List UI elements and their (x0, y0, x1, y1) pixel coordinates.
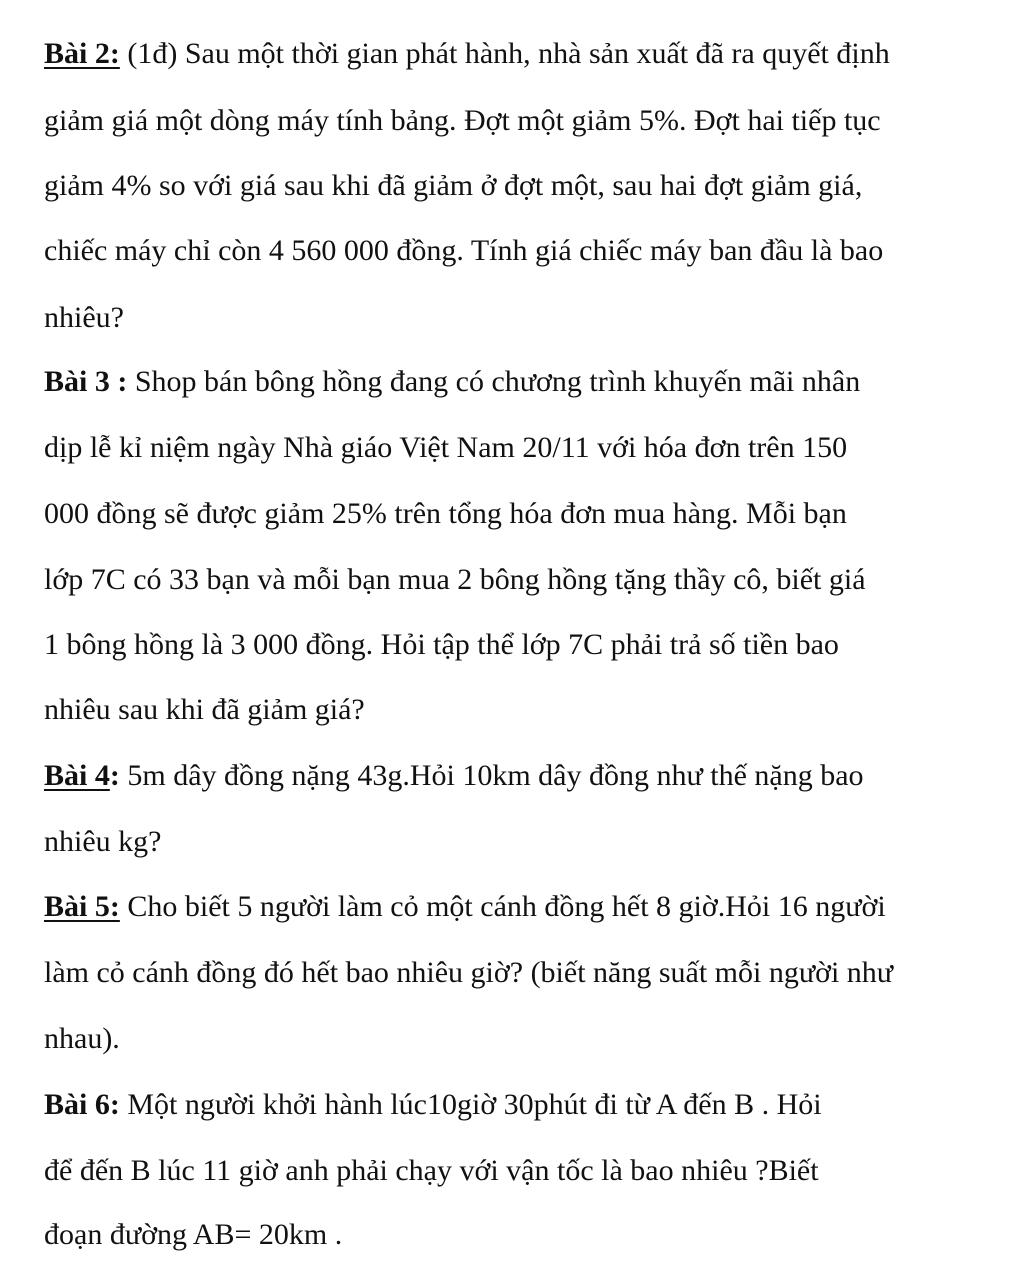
problem-3-line-1 (44, 362, 860, 402)
problem-4-line-2: nhiêu kg? (44, 825, 162, 858)
problem-2-line-4: chiếc máy chỉ còn 4 560 000 đồng. Tính giá chiếc máy ban đầu là bao (44, 234, 884, 267)
problem-4-line-1 (44, 756, 864, 796)
problem-2-line-3: giảm 4% so với giá sau khi đã giảm ở đợt một, sau hai đợt giảm giá, (44, 169, 863, 202)
problem-5-label: Bài 5: (44, 890, 120, 923)
problem-2-line-1 (44, 34, 890, 74)
problem-2-line-5: nhiêu? (44, 301, 124, 334)
problem-6-text: Một người khởi hành lúc10giờ 30phút đi từ A đến B . Hỏi (119, 1088, 822, 1121)
problem-5-line-3: nhau). (44, 1022, 120, 1055)
problem-3-line-3: 000 đồng sẽ được giảm 25% trên tổng hóa đơn mua hàng. Mỗi bạn (44, 497, 847, 530)
problem-6-label: Bài 6: (44, 1088, 120, 1121)
problem-2-line-2: giảm giá một dòng máy tính bảng. Đợt một giảm 5%. Đợt hai tiếp tục (44, 104, 881, 137)
problem-6-line-3: đoạn đường AB= 20km . (44, 1218, 343, 1251)
problem-5-text: Cho biết 5 người làm cỏ một cánh đồng hết 8 giờ.Hỏi 16 người (119, 890, 886, 923)
problem-3-text: Shop bán bông hồng đang có chương trình khuyến mãi nhân (127, 365, 861, 398)
problem-3-line-4: lớp 7C có 33 bạn và mỗi bạn mua 2 bông hồng tặng thầy cô, biết giá (44, 563, 866, 596)
problem-3-line-6: nhiêu sau khi đã giảm giá? (44, 693, 365, 726)
problem-6-line-1 (44, 1085, 822, 1125)
problem-4-text: 5m dây đồng nặng 43g.Hỏi 10km dây đồng như thế nặng bao (119, 759, 864, 792)
problem-2-label: Bài 2: (44, 37, 120, 70)
problem-2-text: (1đ) Sau một thời gian phát hành, nhà sản xuất đã ra quyết định (119, 37, 890, 70)
problem-6-line-2: để đến B lúc 11 giờ anh phải chạy với vận tốc là bao nhiêu ?Biết (44, 1154, 819, 1187)
problem-4-label-colon: : (109, 759, 120, 792)
problem-4-label: Bài 4 (44, 759, 110, 792)
problem-3-line-5: 1 bông hồng là 3 000 đồng. Hỏi tập thể lớp 7C phải trả số tiền bao (44, 628, 839, 661)
problem-3-line-2: dịp lễ kỉ niệm ngày Nhà giáo Việt Nam 20/11 với hóa đơn trên 150 (44, 431, 848, 464)
problem-5-line-1 (44, 887, 886, 927)
problem-5-line-2: làm cỏ cánh đồng đó hết bao nhiêu giờ? (biết năng suất mỗi người như (44, 956, 894, 989)
problem-3-label: Bài 3 : (44, 365, 128, 398)
